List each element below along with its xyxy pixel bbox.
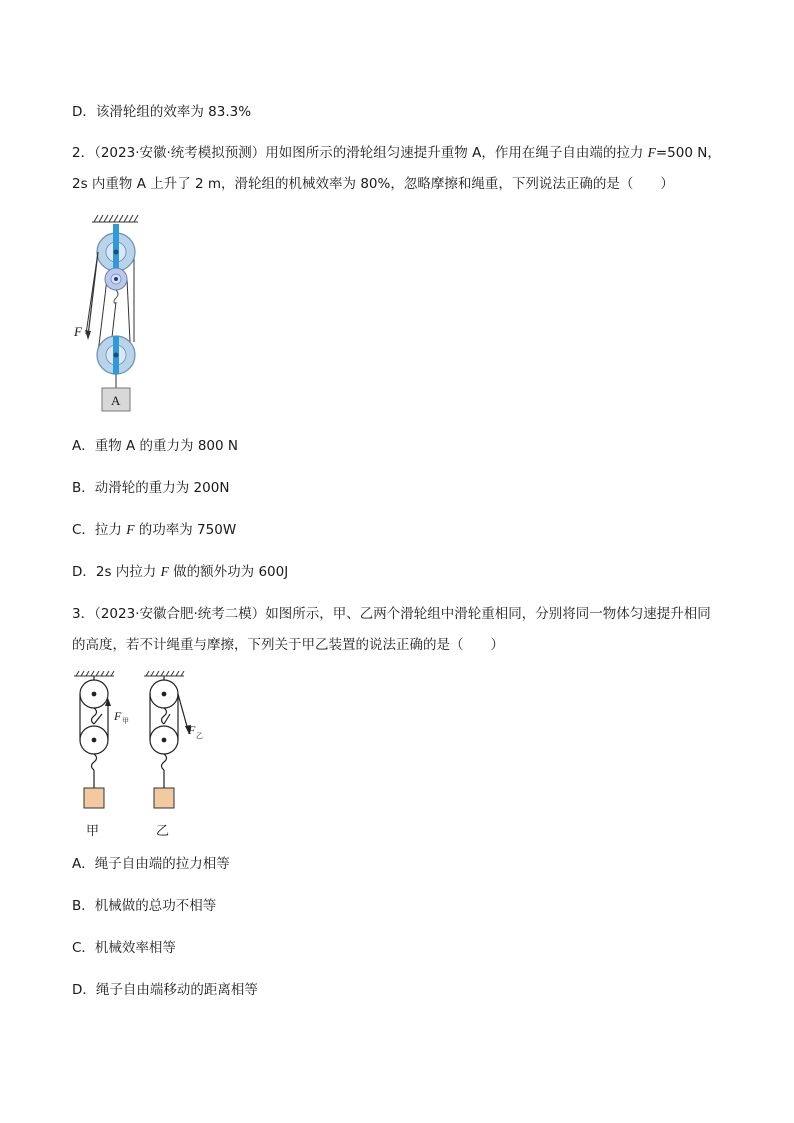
q3-stem-line1 <box>72 604 711 624</box>
force-sub-jia: 甲 <box>122 717 129 725</box>
q2-stem-force: F <box>647 145 656 160</box>
caption-yi: 乙 <box>156 824 170 839</box>
q2-option-a: A．重物 A 的重力为 800 N <box>72 438 239 454</box>
q2-pulley-figure <box>72 212 162 417</box>
q3-stem-a: 如图所示，甲、乙两个滑轮组中滑轮重相同，分别将同一物体匀速提升相同 <box>265 606 711 622</box>
ceiling-yi <box>144 671 184 676</box>
q2-number: 2． <box>72 145 95 161</box>
force-arrow <box>88 252 98 336</box>
q2-stem-b: =500 N， <box>655 145 721 161</box>
force-label: F <box>74 324 82 339</box>
q3-option-a: A．绳子自由端的拉力相等 <box>72 856 230 872</box>
q2-option-c-post: 的功率为 750W <box>134 522 237 538</box>
q2-option-d <box>72 562 288 582</box>
q2-option-c-force: F <box>126 522 135 537</box>
force-label-yi: F <box>188 723 196 737</box>
q3-stem-line2: 的高度，若不计绳重与摩擦，下列关于甲乙装置的说法正确的是（ ） <box>72 637 504 653</box>
system-yi <box>150 676 188 788</box>
q2-option-b: B．动滑轮的重力为 200N <box>72 480 230 496</box>
q3-option-c: C．机械效率相等 <box>72 940 176 956</box>
q1-option-d: D．该滑轮组的效率为 83.3% <box>72 104 252 120</box>
force-label-jia: F <box>114 709 122 723</box>
q3-number: 3． <box>72 606 95 622</box>
q3-source: （2023·安徽合肥·统考二模） <box>94 606 266 622</box>
q2-option-c-pre: C．拉力 <box>72 522 127 538</box>
block-yi <box>154 788 174 808</box>
movable-pulley <box>97 336 135 388</box>
ceiling-jia <box>74 671 114 676</box>
block-jia <box>84 788 104 808</box>
q3-option-b: B．机械做的总功不相等 <box>72 898 217 914</box>
q2-stem-line2: 2s 内重物 A 上升了 2 m，滑轮组的机械效率为 80%，忽略摩擦和绳重，下列说法正确的是（ ） <box>72 176 674 192</box>
ceiling-hatch <box>92 215 138 222</box>
q2-source: （2023·安徽·统考模拟预测） <box>94 145 266 161</box>
q3-pulley-figure <box>70 668 220 816</box>
fixed-pulley-small <box>105 268 127 304</box>
weight-label: A <box>111 393 121 408</box>
system-jia <box>80 676 108 788</box>
force-arrowhead <box>85 330 91 340</box>
q2-option-d-post: 做的额外功为 600J <box>168 564 289 580</box>
force-sub-yi: 乙 <box>196 732 203 740</box>
fixed-pulley-large <box>97 224 135 272</box>
q2-option-c <box>72 520 236 540</box>
q2-stem-a: 用如图所示的滑轮组匀速提升重物 A，作用在绳子自由端的拉力 <box>265 145 648 161</box>
q2-option-d-pre: D．2s 内拉力 <box>72 564 161 580</box>
q3-option-d: D．绳子自由端移动的距离相等 <box>72 982 258 998</box>
caption-jia: 甲 <box>86 824 100 839</box>
q2-option-d-force: F <box>160 564 169 579</box>
q2-stem-line1 <box>72 143 721 163</box>
